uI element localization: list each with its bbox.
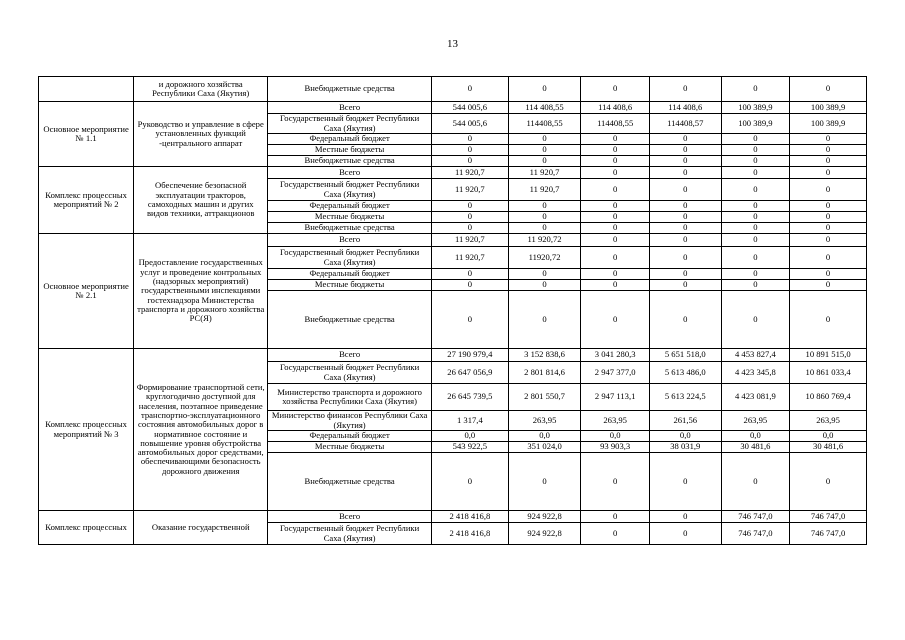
value-cell: 0: [790, 291, 867, 349]
value-cell: 0: [721, 156, 790, 167]
value-cell: 0: [721, 291, 790, 349]
value-cell: 1 317,4: [431, 411, 508, 431]
value-cell: 924 922,8: [508, 511, 581, 523]
value-cell: 100 389,9: [721, 102, 790, 114]
funding-source-cell: Государственный бюджет Республики Саха (Якутия): [268, 114, 432, 134]
value-cell: 0: [721, 453, 790, 511]
funding-source-cell: Внебюджетные средства: [268, 77, 432, 102]
value-cell: 0: [581, 523, 650, 545]
value-cell: 0: [721, 134, 790, 145]
value-cell: 0: [649, 247, 721, 269]
funding-source-cell: Государственный бюджет Республики Саха (Якутия): [268, 179, 432, 201]
value-cell: 746 747,0: [790, 511, 867, 523]
funding-source-cell: Внебюджетные средства: [268, 156, 432, 167]
value-cell: 0: [649, 511, 721, 523]
value-cell: 0: [790, 280, 867, 291]
funding-source-cell: Всего: [268, 102, 432, 114]
value-cell: 0: [790, 453, 867, 511]
value-cell: 0: [790, 223, 867, 234]
funding-source-cell: Федеральный бюджет: [268, 134, 432, 145]
value-cell: 0: [721, 280, 790, 291]
funding-source-cell: Всего: [268, 167, 432, 179]
value-cell: 0: [431, 145, 508, 156]
program-name-cell: Основное мероприятие № 2.1: [39, 234, 134, 349]
value-cell: 0: [508, 223, 581, 234]
value-cell: 0: [790, 269, 867, 280]
value-cell: 0: [431, 291, 508, 349]
value-cell: 5 651 518,0: [649, 349, 721, 362]
value-cell: 924 922,8: [508, 523, 581, 545]
value-cell: 0: [721, 145, 790, 156]
value-cell: 0: [721, 77, 790, 102]
value-cell: 0,0: [508, 431, 581, 442]
value-cell: 263,95: [721, 411, 790, 431]
funding-source-cell: Государственный бюджет Республики Саха (Якутия): [268, 247, 432, 269]
value-cell: 0: [581, 247, 650, 269]
value-cell: 0: [649, 179, 721, 201]
table-row: [39, 234, 867, 247]
value-cell: 0: [581, 167, 650, 179]
value-cell: 11 920,7: [431, 167, 508, 179]
value-cell: 544 005,6: [431, 114, 508, 134]
value-cell: 2 418 416,8: [431, 511, 508, 523]
table-row: [39, 102, 867, 114]
value-cell: 543 922,5: [431, 442, 508, 453]
value-cell: 0: [649, 269, 721, 280]
value-cell: 3 152 838,6: [508, 349, 581, 362]
value-cell: 0: [508, 453, 581, 511]
value-cell: 0,0: [581, 431, 650, 442]
value-cell: 26 647 056,9: [431, 362, 508, 384]
value-cell: 2 418 416,8: [431, 523, 508, 545]
value-cell: 30 481,6: [721, 442, 790, 453]
funding-source-cell: Внебюджетные средства: [268, 291, 432, 349]
value-cell: 263,95: [508, 411, 581, 431]
value-cell: 0: [508, 156, 581, 167]
funding-source-cell: Местные бюджеты: [268, 442, 432, 453]
value-cell: 27 190 979,4: [431, 349, 508, 362]
value-cell: 0: [790, 247, 867, 269]
program-name-cell: [39, 77, 134, 102]
value-cell: 114408,55: [508, 114, 581, 134]
table-row: [39, 349, 867, 362]
value-cell: 0: [790, 234, 867, 247]
value-cell: 100 389,9: [721, 114, 790, 134]
value-cell: 0: [649, 223, 721, 234]
value-cell: 0: [581, 280, 650, 291]
description-cell: Руководство и управление в сфере установленных функций -центрального аппарат: [134, 102, 268, 167]
value-cell: 0: [431, 77, 508, 102]
funding-source-cell: Всего: [268, 349, 432, 362]
value-cell: 746 747,0: [721, 523, 790, 545]
value-cell: 0: [508, 269, 581, 280]
value-cell: 0: [581, 511, 650, 523]
value-cell: 0: [581, 453, 650, 511]
funding-source-cell: Министерство финансов Республики Саха (Якутия): [268, 411, 432, 431]
value-cell: 0: [790, 179, 867, 201]
value-cell: 0: [721, 234, 790, 247]
value-cell: 0: [508, 280, 581, 291]
funding-source-cell: Федеральный бюджет: [268, 269, 432, 280]
value-cell: 0: [581, 234, 650, 247]
value-cell: 114 408,6: [581, 102, 650, 114]
value-cell: 0: [721, 223, 790, 234]
value-cell: 263,95: [790, 411, 867, 431]
value-cell: 11 920,7: [508, 179, 581, 201]
value-cell: 11 920,72: [508, 234, 581, 247]
value-cell: 0: [431, 134, 508, 145]
funding-source-cell: Государственный бюджет Республики Саха (Якутия): [268, 523, 432, 545]
value-cell: 0: [431, 280, 508, 291]
value-cell: 0: [508, 134, 581, 145]
funding-source-cell: Внебюджетные средства: [268, 453, 432, 511]
value-cell: 2 947 377,0: [581, 362, 650, 384]
value-cell: 30 481,6: [790, 442, 867, 453]
description-cell: Предоставление государственных услуг и проведение контрольных (надзорных мероприятий) государственными инспекциями гостехнадзора Министерства транспорта и дорожного хозяйства РС(Я): [134, 234, 268, 349]
value-cell: 0: [721, 269, 790, 280]
program-name-cell: Комплекс процессных: [39, 511, 134, 545]
funding-source-cell: Министерство транспорта и дорожного хозяйства Республики Саха (Якутия): [268, 384, 432, 411]
value-cell: 0: [790, 212, 867, 223]
value-cell: 0: [649, 453, 721, 511]
value-cell: 0: [649, 201, 721, 212]
table-row: [39, 511, 867, 523]
value-cell: 0: [508, 77, 581, 102]
value-cell: 0: [790, 167, 867, 179]
value-cell: 11 920,7: [431, 179, 508, 201]
value-cell: 4 423 081,9: [721, 384, 790, 411]
value-cell: 93 903,3: [581, 442, 650, 453]
value-cell: 351 024,0: [508, 442, 581, 453]
value-cell: 263,95: [581, 411, 650, 431]
value-cell: 0: [790, 201, 867, 212]
value-cell: 100 389,9: [790, 102, 867, 114]
program-name-cell: Комплекс процессных мероприятий № 2: [39, 167, 134, 234]
description-cell: Формирование транспортной сети, круглогодично доступной для населения, поэтапное приведение транспортно-эксплуатационного состояния автомобильных дорог в нормативное состояние и повышение уровня обустройства автомобильных дорог средствами, обеспечивающими безопасность дорожного движения: [134, 349, 268, 511]
value-cell: 0: [721, 167, 790, 179]
value-cell: 114 408,6: [649, 102, 721, 114]
value-cell: 3 041 280,3: [581, 349, 650, 362]
program-name-cell: Комплекс процессных мероприятий № 3: [39, 349, 134, 511]
value-cell: 0: [581, 212, 650, 223]
description-cell: Обеспечение безопасной эксплуатации тракторов, самоходных машин и других видов техники, аттракционов: [134, 167, 268, 234]
value-cell: 0: [581, 145, 650, 156]
value-cell: 261,56: [649, 411, 721, 431]
value-cell: 11 920,7: [431, 247, 508, 269]
value-cell: 114408,57: [649, 114, 721, 134]
funding-source-cell: Федеральный бюджет: [268, 201, 432, 212]
value-cell: 0: [790, 156, 867, 167]
page-number: 13: [447, 38, 458, 50]
value-cell: 0: [649, 167, 721, 179]
value-cell: 2 801 814,6: [508, 362, 581, 384]
value-cell: 0,0: [790, 431, 867, 442]
value-cell: 0: [649, 145, 721, 156]
value-cell: 746 747,0: [790, 523, 867, 545]
value-cell: 100 389,9: [790, 114, 867, 134]
value-cell: 0,0: [649, 431, 721, 442]
value-cell: 0: [649, 134, 721, 145]
value-cell: 114 408,55: [508, 102, 581, 114]
value-cell: 0: [431, 223, 508, 234]
value-cell: 38 031,9: [649, 442, 721, 453]
funding-source-cell: Всего: [268, 511, 432, 523]
value-cell: 0: [508, 145, 581, 156]
value-cell: 4 423 345,8: [721, 362, 790, 384]
value-cell: 11920,72: [508, 247, 581, 269]
value-cell: 0: [431, 156, 508, 167]
value-cell: 2 801 550,7: [508, 384, 581, 411]
value-cell: 0: [649, 234, 721, 247]
value-cell: 10 891 515,0: [790, 349, 867, 362]
value-cell: 5 613 486,0: [649, 362, 721, 384]
value-cell: 0: [431, 212, 508, 223]
value-cell: 0: [581, 156, 650, 167]
value-cell: 0: [790, 145, 867, 156]
funding-source-cell: Всего: [268, 234, 432, 247]
value-cell: 0,0: [721, 431, 790, 442]
value-cell: 0: [581, 77, 650, 102]
value-cell: 0: [721, 212, 790, 223]
value-cell: 11 920,7: [508, 167, 581, 179]
value-cell: 10 861 033,4: [790, 362, 867, 384]
value-cell: 544 005,6: [431, 102, 508, 114]
value-cell: 0: [790, 134, 867, 145]
funding-source-cell: Внебюджетные средства: [268, 223, 432, 234]
value-cell: 0: [431, 201, 508, 212]
value-cell: 0: [581, 179, 650, 201]
value-cell: 0: [508, 212, 581, 223]
value-cell: 0: [581, 291, 650, 349]
value-cell: 4 453 827,4: [721, 349, 790, 362]
value-cell: 0: [581, 269, 650, 280]
value-cell: 0: [649, 291, 721, 349]
funding-source-cell: Государственный бюджет Республики Саха (Якутия): [268, 362, 432, 384]
funding-source-cell: Местные бюджеты: [268, 280, 432, 291]
table-row: [39, 77, 867, 102]
value-cell: 10 860 769,4: [790, 384, 867, 411]
value-cell: 0: [649, 156, 721, 167]
value-cell: 11 920,7: [431, 234, 508, 247]
value-cell: 0: [431, 453, 508, 511]
funding-source-cell: Федеральный бюджет: [268, 431, 432, 442]
value-cell: 0: [649, 212, 721, 223]
value-cell: 0: [721, 201, 790, 212]
funding-source-cell: Местные бюджеты: [268, 212, 432, 223]
value-cell: 2 947 113,1: [581, 384, 650, 411]
value-cell: 0: [649, 77, 721, 102]
value-cell: 26 645 739,5: [431, 384, 508, 411]
value-cell: 0: [721, 247, 790, 269]
table-row: [39, 167, 867, 179]
value-cell: 0: [581, 134, 650, 145]
value-cell: 0: [721, 179, 790, 201]
value-cell: 0: [581, 201, 650, 212]
value-cell: 0,0: [431, 431, 508, 442]
description-cell: и дорожного хозяйства Республики Саха (Якутия): [134, 77, 268, 102]
value-cell: 0: [508, 291, 581, 349]
value-cell: 0: [508, 201, 581, 212]
value-cell: 114408,55: [581, 114, 650, 134]
value-cell: 5 613 224,5: [649, 384, 721, 411]
value-cell: 0: [581, 223, 650, 234]
value-cell: 746 747,0: [721, 511, 790, 523]
funding-source-cell: Местные бюджеты: [268, 145, 432, 156]
value-cell: 0: [649, 280, 721, 291]
value-cell: 0: [649, 523, 721, 545]
value-cell: 0: [790, 77, 867, 102]
value-cell: 0: [431, 269, 508, 280]
program-name-cell: Основное мероприятие № 1.1: [39, 102, 134, 167]
budget-table: [38, 76, 867, 545]
description-cell: Оказание государственной: [134, 511, 268, 545]
